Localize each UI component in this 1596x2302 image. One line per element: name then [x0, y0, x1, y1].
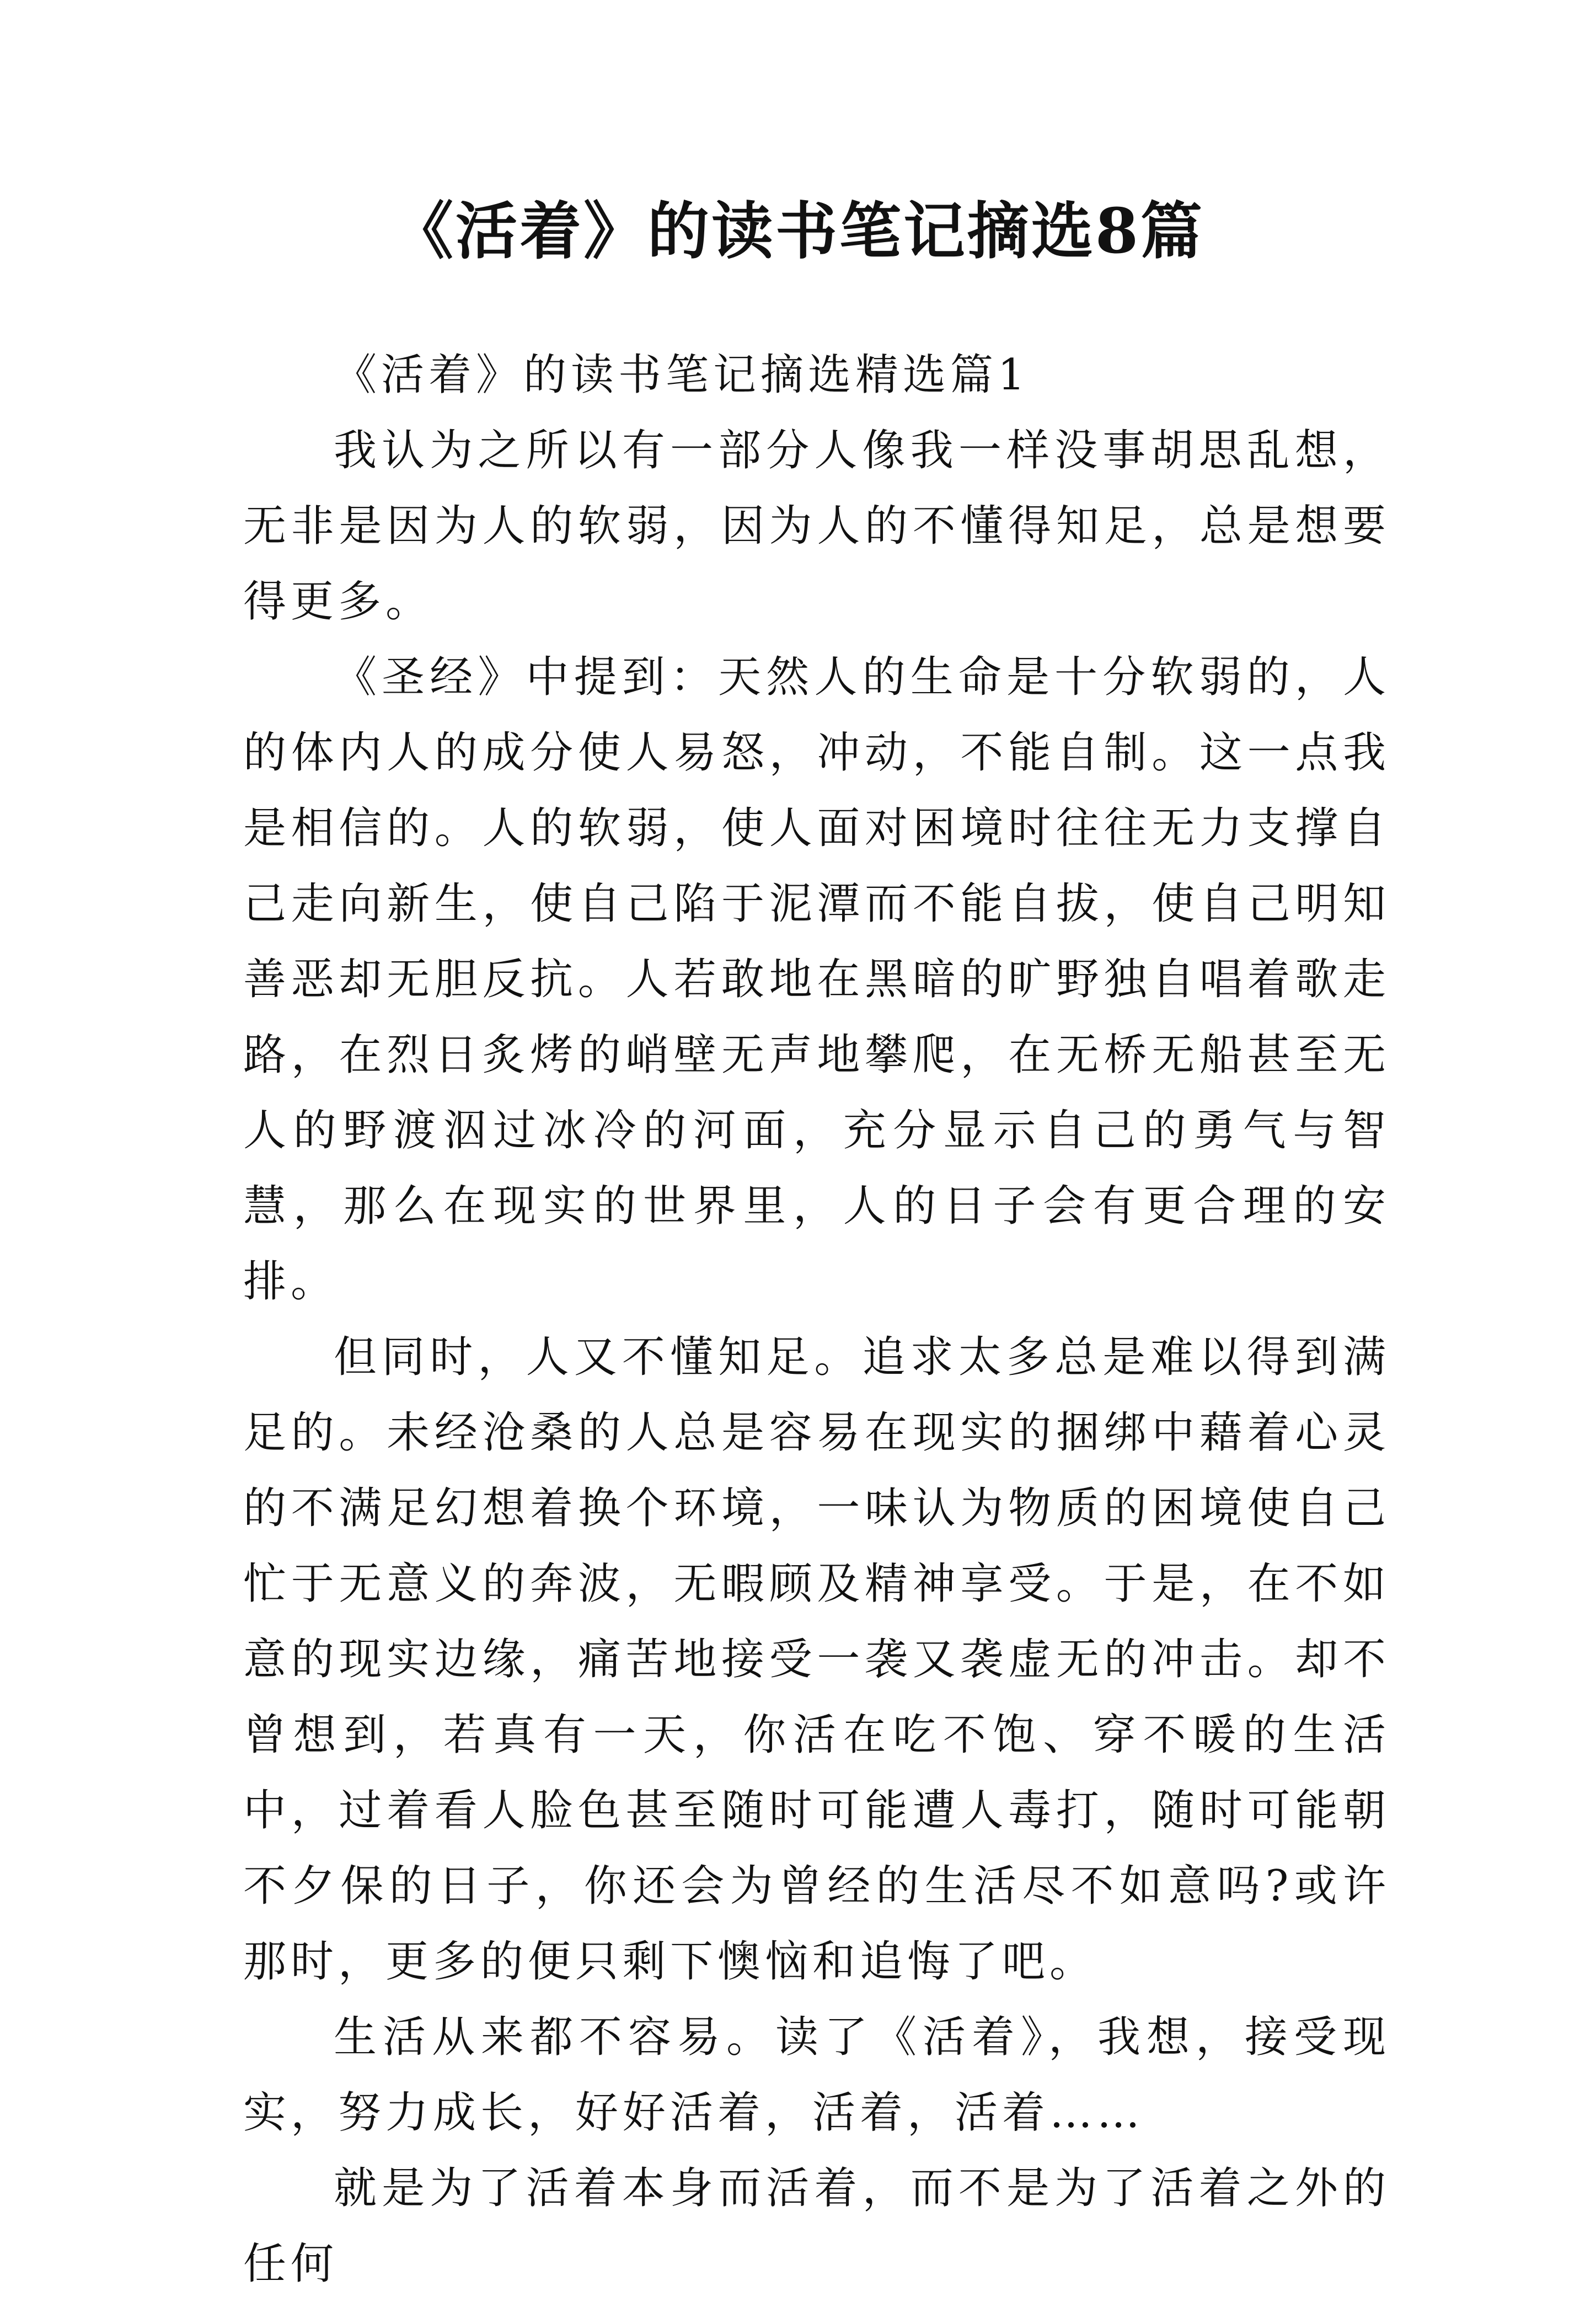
paragraph: 就是为了活着本身而活着，而不是为了活着之外的任何 [243, 2164, 1390, 2289]
section-heading: 《活着》的读书笔记摘选精选篇1 [334, 350, 1030, 400]
document-title: 《活着》的读书笔记摘选8篇 [392, 195, 1204, 267]
paragraph: 但同时，人又不懂知足。追求太多总是难以得到满足的。未经沧桑的人总是容易在现实的捆绑中藉着心灵的不满足幻想着换个环境，一味认为物质的困境使自己忙于无意义的奔波，无暇顾及精神享受。于是，在不如意的现实边缘，痛苦地接受一袭又袭虚无的冲击。却不曾想到，若真有一天，你活在吃不饱、穿不暖的生活中，过着看人脸色甚至随时可能遭人毒打，随时可能朝不夕保的日子，你还会为曾经的生活尽不如意吗?或许那时，更多的便只剩下懊恼和追悔了吧。 [243, 1332, 1390, 1987]
paragraph: 我认为之所以有一部分人像我一样没事胡思乱想，无非是因为人的软弱，因为人的不懂得知足，总是想要得更多。 [243, 426, 1390, 627]
paragraph: 《圣经》中提到：天然人的生命是十分软弱的，人的体内人的成分使人易怒，冲动，不能自制。这一点我是相信的。人的软弱，使人面对困境时往往无力支撑自己走向新生，使自己陷于泥潭而不能自拔，使自己明知善恶却无胆反抗。人若敢地在黑暗的旷野独自唱着歌走路，在烈日炙烤的峭壁无声地攀爬，在无桥无船甚至无人的野渡泅过冰冷的河面，充分显示自己的勇气与智慧，那么在现实的世界里，人的日子会有更合理的安排。 [243, 652, 1390, 1307]
paragraph: 生活从来都不容易。读了《活着》，我想，接受现实，努力成长，好好活着，活着，活着…… [243, 2012, 1390, 2138]
document-body [243, 338, 1390, 2302]
